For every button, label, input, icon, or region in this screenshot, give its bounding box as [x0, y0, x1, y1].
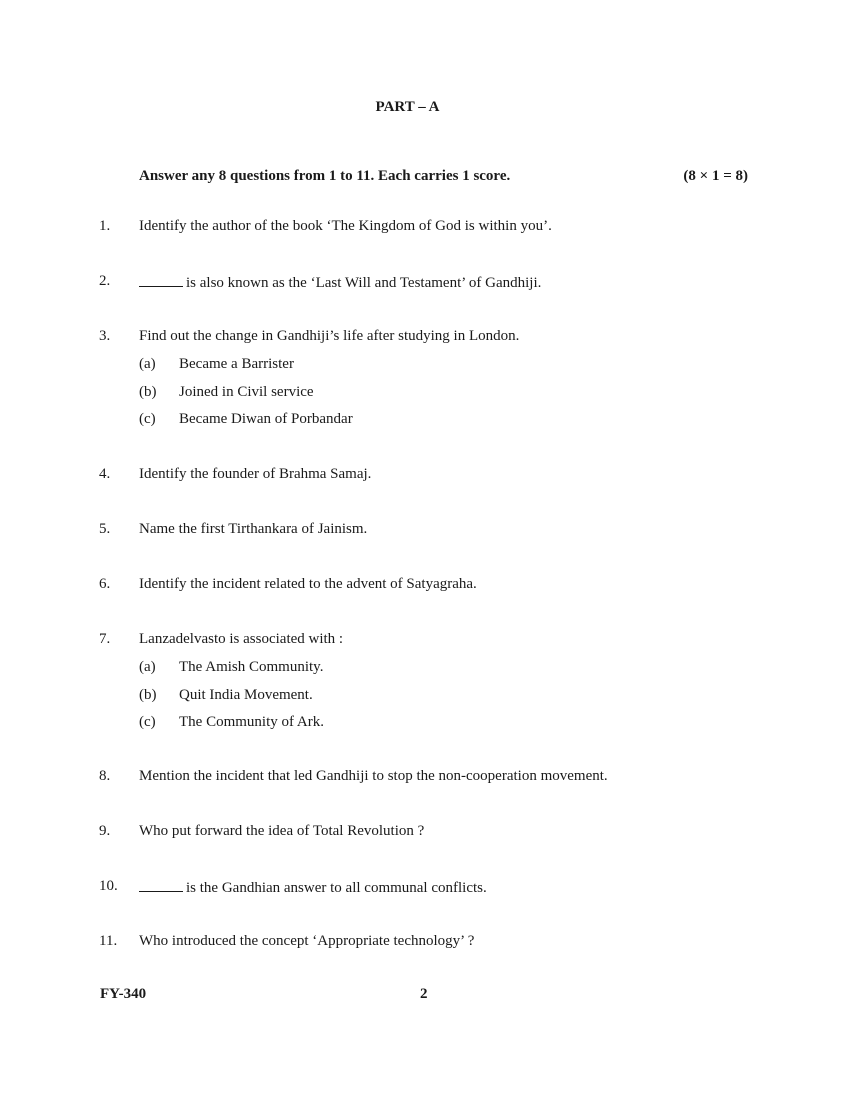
option-c [99, 411, 759, 439]
instructions [139, 168, 748, 185]
page-footer [100, 986, 750, 1003]
question-2 [99, 273, 759, 293]
option-a [99, 356, 759, 384]
option-list [99, 356, 759, 439]
option-b [99, 384, 759, 412]
question-number: 8. [99, 768, 111, 784]
instructions-marks: (8 × 1 = 8) [683, 168, 748, 184]
paper-code: FY-340 [100, 986, 147, 1002]
question-text: Identify the incident related to the advent of Satyagraha. [139, 576, 477, 592]
question-7 [99, 631, 759, 742]
answer-blank [139, 273, 183, 287]
part-title: PART – A [375, 99, 440, 115]
option-list [99, 659, 759, 742]
question-text: Lanzadelvasto is associated with : [139, 631, 344, 647]
question-number: 9. [99, 823, 111, 839]
question-text: Who put forward the idea of Total Revolution ? [139, 823, 425, 839]
instructions-text: Answer any 8 questions from 1 to 11. Each carries 1 score. [139, 168, 511, 184]
option-label: (a) [139, 659, 156, 675]
question-5 [99, 521, 759, 541]
option-text: The Community of Ark. [179, 714, 324, 730]
question-number: 10. [99, 878, 118, 894]
option-b [99, 687, 759, 715]
question-number: 3. [99, 328, 111, 344]
option-c [99, 714, 759, 742]
question-number: 6. [99, 576, 111, 592]
option-text: Quit India Movement. [179, 686, 313, 703]
page-number: 2 [420, 986, 428, 1002]
option-text: The Amish Community. [179, 659, 324, 675]
question-6 [99, 576, 759, 596]
question-text-wrapper [139, 273, 541, 292]
question-9 [99, 823, 759, 843]
question-number: 2. [99, 273, 111, 289]
question-text: Find out the change in Gandhiji’s life after studying in London. [139, 328, 520, 344]
answer-blank [139, 878, 183, 892]
option-label: (c) [139, 714, 156, 730]
question-8 [99, 768, 759, 788]
question-text: Mention the incident that led Gandhiji to stop the non-cooperation movement. [139, 768, 608, 784]
question-text: is the Gandhian answer to all communal conflicts. [186, 880, 487, 896]
question-number: 5. [99, 521, 111, 537]
option-text: Became Diwan of Porbandar [179, 411, 353, 427]
option-label: (c) [139, 411, 156, 427]
question-text: Who introduced the concept ‘Appropriate technology’ ? [139, 933, 475, 949]
question-1 [99, 218, 759, 238]
option-label: (b) [139, 686, 157, 703]
question-4 [99, 466, 759, 486]
option-text: Joined in Civil service [179, 383, 314, 400]
question-number: 7. [99, 631, 111, 647]
question-text: Identify the author of the book ‘The Kingdom of God is within you’. [139, 218, 552, 234]
question-text: Name the first Tirthankara of Jainism. [139, 521, 368, 537]
question-3 [99, 328, 759, 439]
question-text: is also known as the ‘Last Will and Testament’ of Gandhiji. [186, 275, 542, 291]
question-number: 11. [99, 933, 118, 949]
option-text: Became a Barrister [179, 356, 294, 372]
question-number: 1. [99, 218, 111, 234]
question-text: Identify the founder of Brahma Samaj. [139, 466, 372, 482]
question-number: 4. [99, 466, 111, 482]
option-label: (b) [139, 383, 157, 400]
option-label: (a) [139, 356, 156, 372]
question-10 [99, 878, 759, 898]
question-text-wrapper [139, 878, 487, 897]
question-11 [99, 933, 759, 953]
option-a [99, 659, 759, 687]
